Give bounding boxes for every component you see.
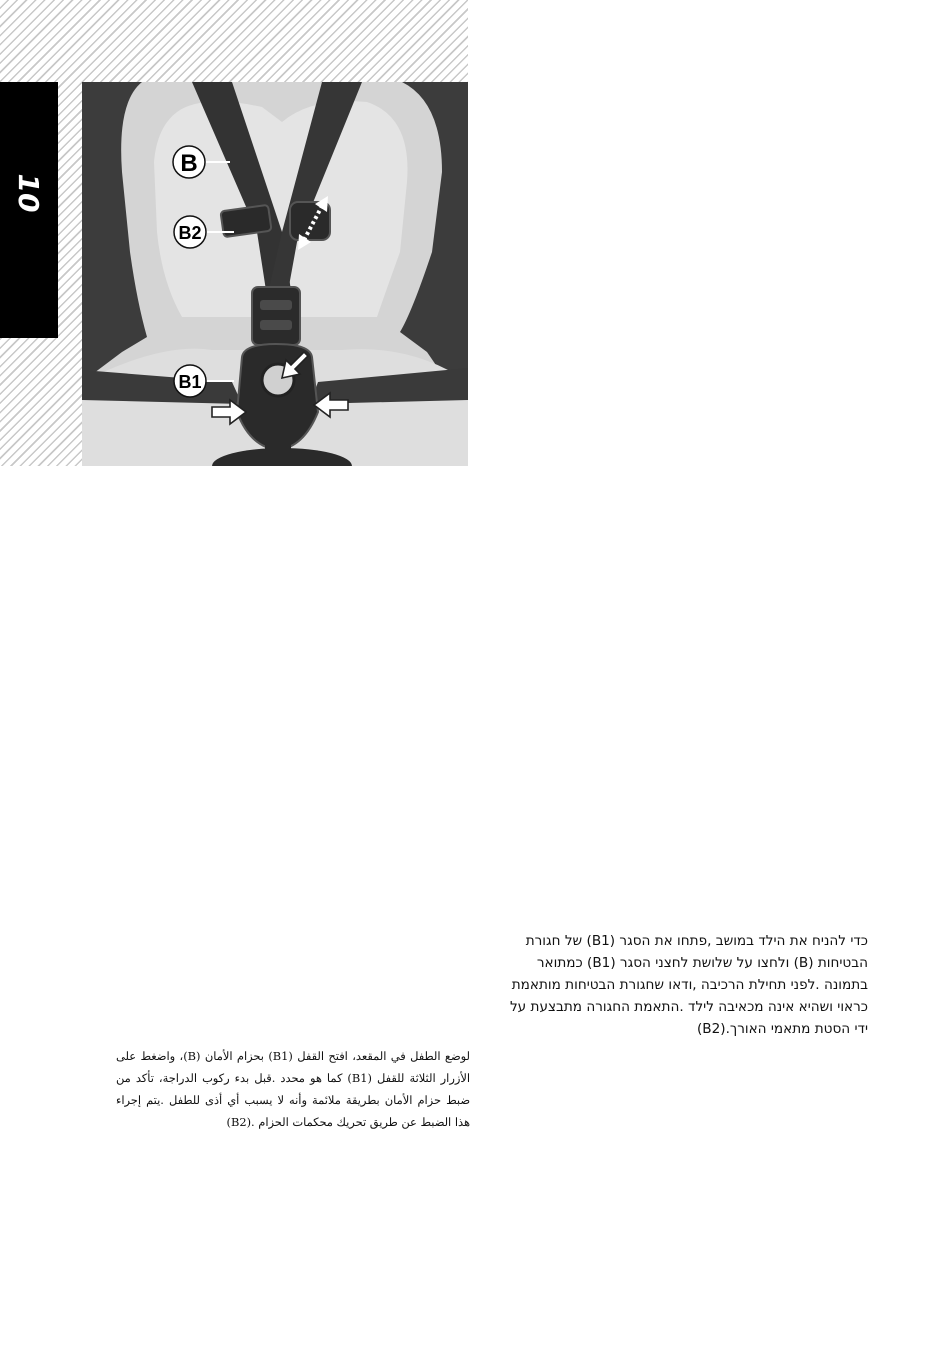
chest-buckle-slot xyxy=(260,320,292,330)
page-number: 10 xyxy=(12,173,45,213)
harness-illustration xyxy=(82,82,468,466)
crotch-strap xyxy=(265,442,291,466)
label-b2: B2 xyxy=(178,223,202,243)
hebrew-instructions: כדי להניח את הילד במושב ,פתחו את הסגר (B1) של חגורת הבטיחות (B) ולחצו על שלושת לחצני הסגר (B1) כמתואר בתמונה .לפני תחילת הרכיבה ,ודאו שחגורת הבטיחות מותאמת כראוי ושהיא אינה מכאיבה לילד .התאמת החגורה מתבצעת על ידי הסטת מתאמי האורך.(B2) xyxy=(509,933,868,1037)
harness-photo xyxy=(82,82,468,466)
chest-buckle-slot xyxy=(260,300,292,310)
page-number-tab xyxy=(0,82,58,338)
label-b1: B1 xyxy=(178,372,202,392)
arabic-instructions: لوضع الطفل في المقعد، افتح القفل (B1) بحزام الأمان (B)، واضغط على الأزرار الثلاثة للقفل (B1) كما هو محدد .قبل بدء ركوب الدراجة، تأكد من ضبط حزام الأمان بطريقة ملائمة وأنه لا يسبب أي أذى للطفل .يتم إجراء هذا الضبط عن طريق تحريك محكمات الحزام .(B2) xyxy=(116,1049,470,1129)
label-b: B xyxy=(180,150,198,177)
chest-buckle xyxy=(252,287,300,345)
